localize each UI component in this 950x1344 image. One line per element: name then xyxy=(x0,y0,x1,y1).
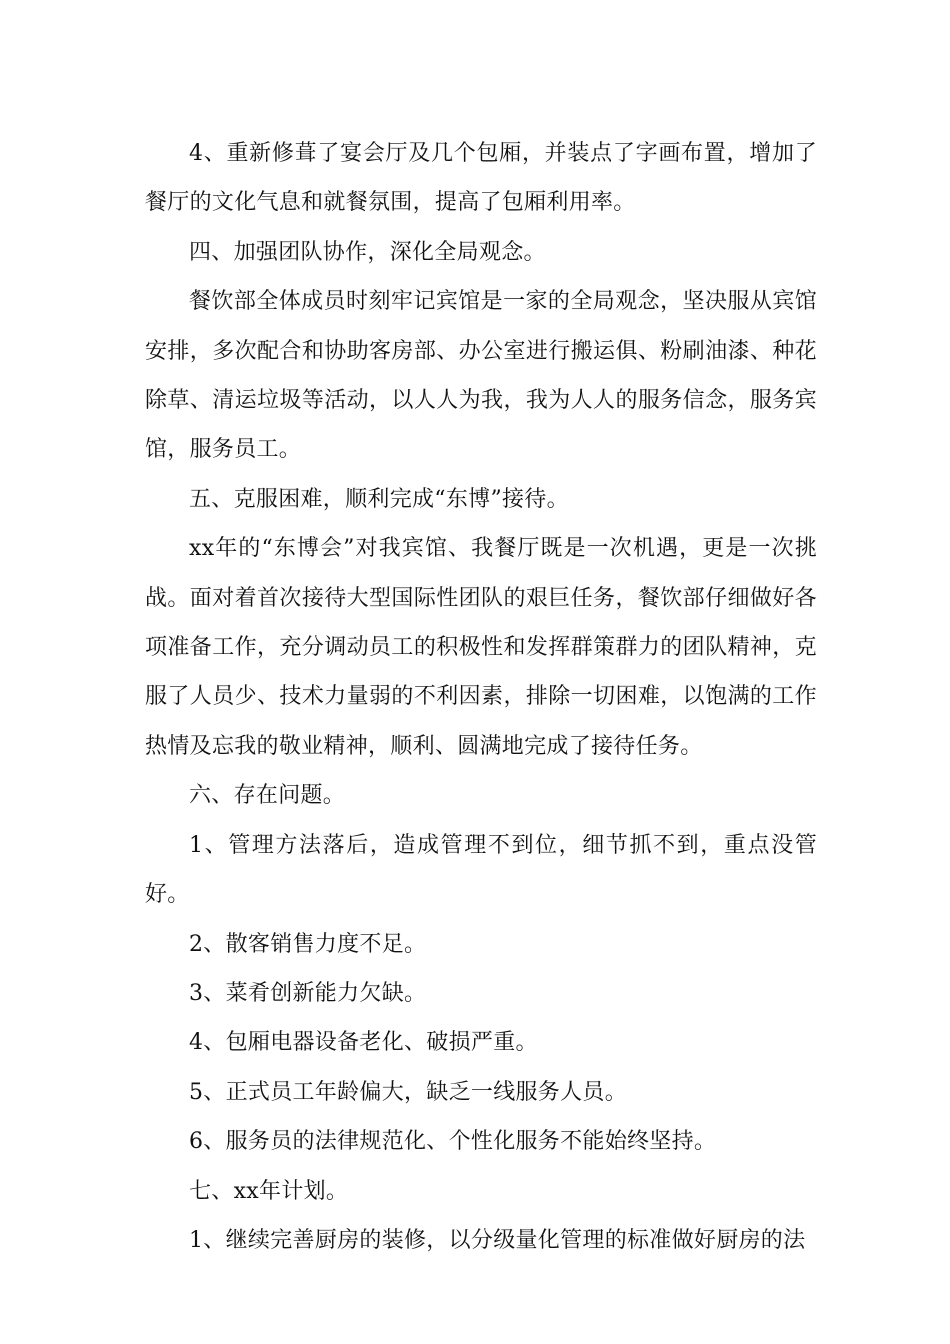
heading-section-six: 六、存在问题。 xyxy=(189,783,346,809)
document-body xyxy=(145,129,817,1265)
list-item-problem-5: 5、正式员工年龄偏大，缺乏一线服务人员。 xyxy=(189,1079,627,1105)
paragraph-teamwork: 餐饮部全体成员时刻牢记宾馆是一家的全局观念，坚决服从宾馆安排，多次配合和协助客房部、办公室进行搬运俱、粉刷油漆、种花除草、清运垃圾等活动，以人人为我，我为人人的服务信念，服务宾馆，服务员工。 xyxy=(145,289,817,463)
list-item-plan-1: 1、继续完善厨房的装修，以分级量化管理的标准做好厨房的法 xyxy=(189,1227,806,1253)
heading-section-five: 五、克服困难，顺利完成“东博”接待。 xyxy=(189,486,569,512)
list-item-problem-3: 3、菜肴创新能力欠缺。 xyxy=(189,980,427,1006)
list-item-problem-1: 1、管理方法落后，造成管理不到位，细节抓不到，重点没管好。 xyxy=(145,832,817,908)
list-item-problem-6: 6、服务员的法律规范化、个性化服务不能始终坚持。 xyxy=(189,1129,717,1155)
list-item-problem-4: 4、包厢电器设备老化、破损严重。 xyxy=(189,1030,538,1056)
heading-section-seven: 七、xx年计划。 xyxy=(189,1178,349,1204)
list-item-problem-2: 2、散客销售力度不足。 xyxy=(189,931,427,957)
paragraph-item4-renovation: 4、重新修葺了宴会厅及几个包厢，并装点了字画布置，增加了餐厅的文化气息和就餐氛围，提高了包厢利用率。 xyxy=(145,141,817,216)
heading-section-four: 四、加强团队协作，深化全局观念。 xyxy=(189,239,546,265)
paragraph-expo-reception: xx年的“东博会”对我宾馆、我餐厅既是一次机遇，更是一次挑战。面对着首次接待大型国际性团队的艰巨任务，餐饮部仔细做好各项准备工作，充分调动员工的积极性和发挥群策群力的团队精神，克服了人员少、技术力量弱的不利因素，排除一切困难，以饱满的工作热情及忘我的敬业精神，顺利、圆满地完成了接待任务。 xyxy=(145,536,817,759)
